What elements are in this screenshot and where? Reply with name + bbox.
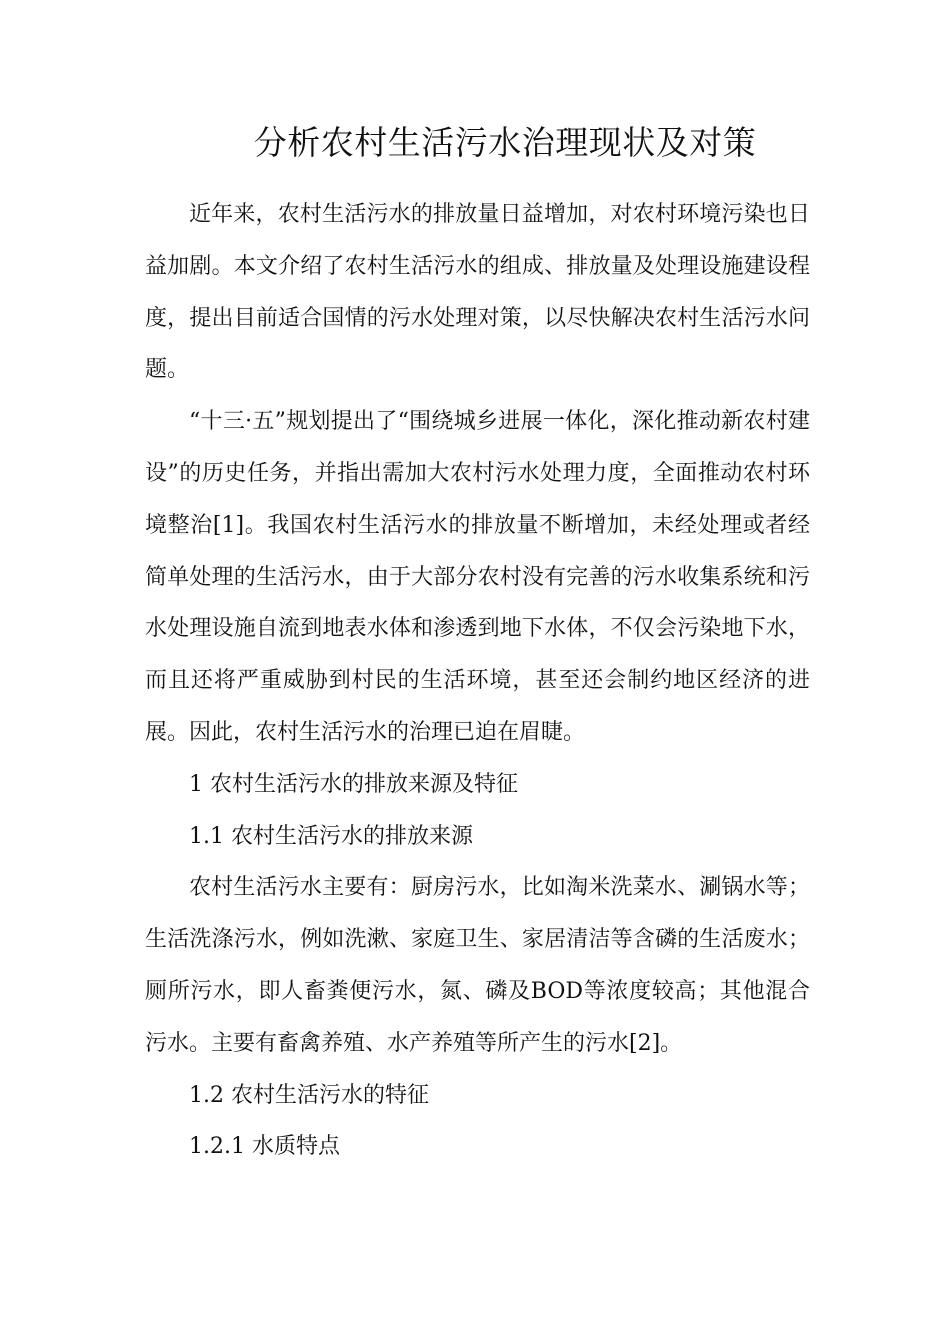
section-heading-1-2-1: 1.2.1 水质特点 bbox=[189, 1134, 340, 1160]
document-body bbox=[145, 189, 810, 1173]
section-heading-1: 1 农村生活污水的排放来源及特征 bbox=[189, 771, 518, 797]
section-heading-1-1: 1.1 农村生活污水的排放来源 bbox=[189, 823, 473, 849]
section-heading-1-2: 1.2 农村生活污水的特征 bbox=[189, 1082, 429, 1108]
document-title: 分析农村生活污水治理现状及对策 bbox=[253, 123, 757, 162]
paragraph-background: “十三·五”规划提出了“围绕城乡进展一体化，深化推动新农村建设”的历史任务，并指出需加大农村污水处理力度，全面推动农村环境整治[1]。我国农村生活污水的排放量不断增加，未经处理或者经简单处理的生活污水，由于大部分农村没有完善的污水收集系统和污水处理设施自流到地表水体和渗透到地下水体，不仅会污染地下水，而且还将严重威胁到村民的生活环境，甚至还会制约地区经济的进展。因此，农村生活污水的治理已迫在眉睫。 bbox=[145, 409, 810, 745]
paragraph-intro: 近年来，农村生活污水的排放量日益增加，对农村环境污染也日益加剧。本文介绍了农村生活污水的组成、排放量及处理设施建设程度，提出目前适合国情的污水处理对策，以尽快解决农村生活污水问题。 bbox=[145, 202, 810, 383]
paragraph-sources: 农村生活污水主要有：厨房污水，比如淘米洗菜水、涮锅水等；生活洗涤污水，例如洗漱、家庭卫生、家居清洁等含磷的生活废水；厕所污水，即人畜粪便污水，氮、磷及BOD等浓度较高；其他混合污水。主要有畜禽养殖、水产养殖等所产生的污水[2]。 bbox=[145, 875, 810, 1056]
